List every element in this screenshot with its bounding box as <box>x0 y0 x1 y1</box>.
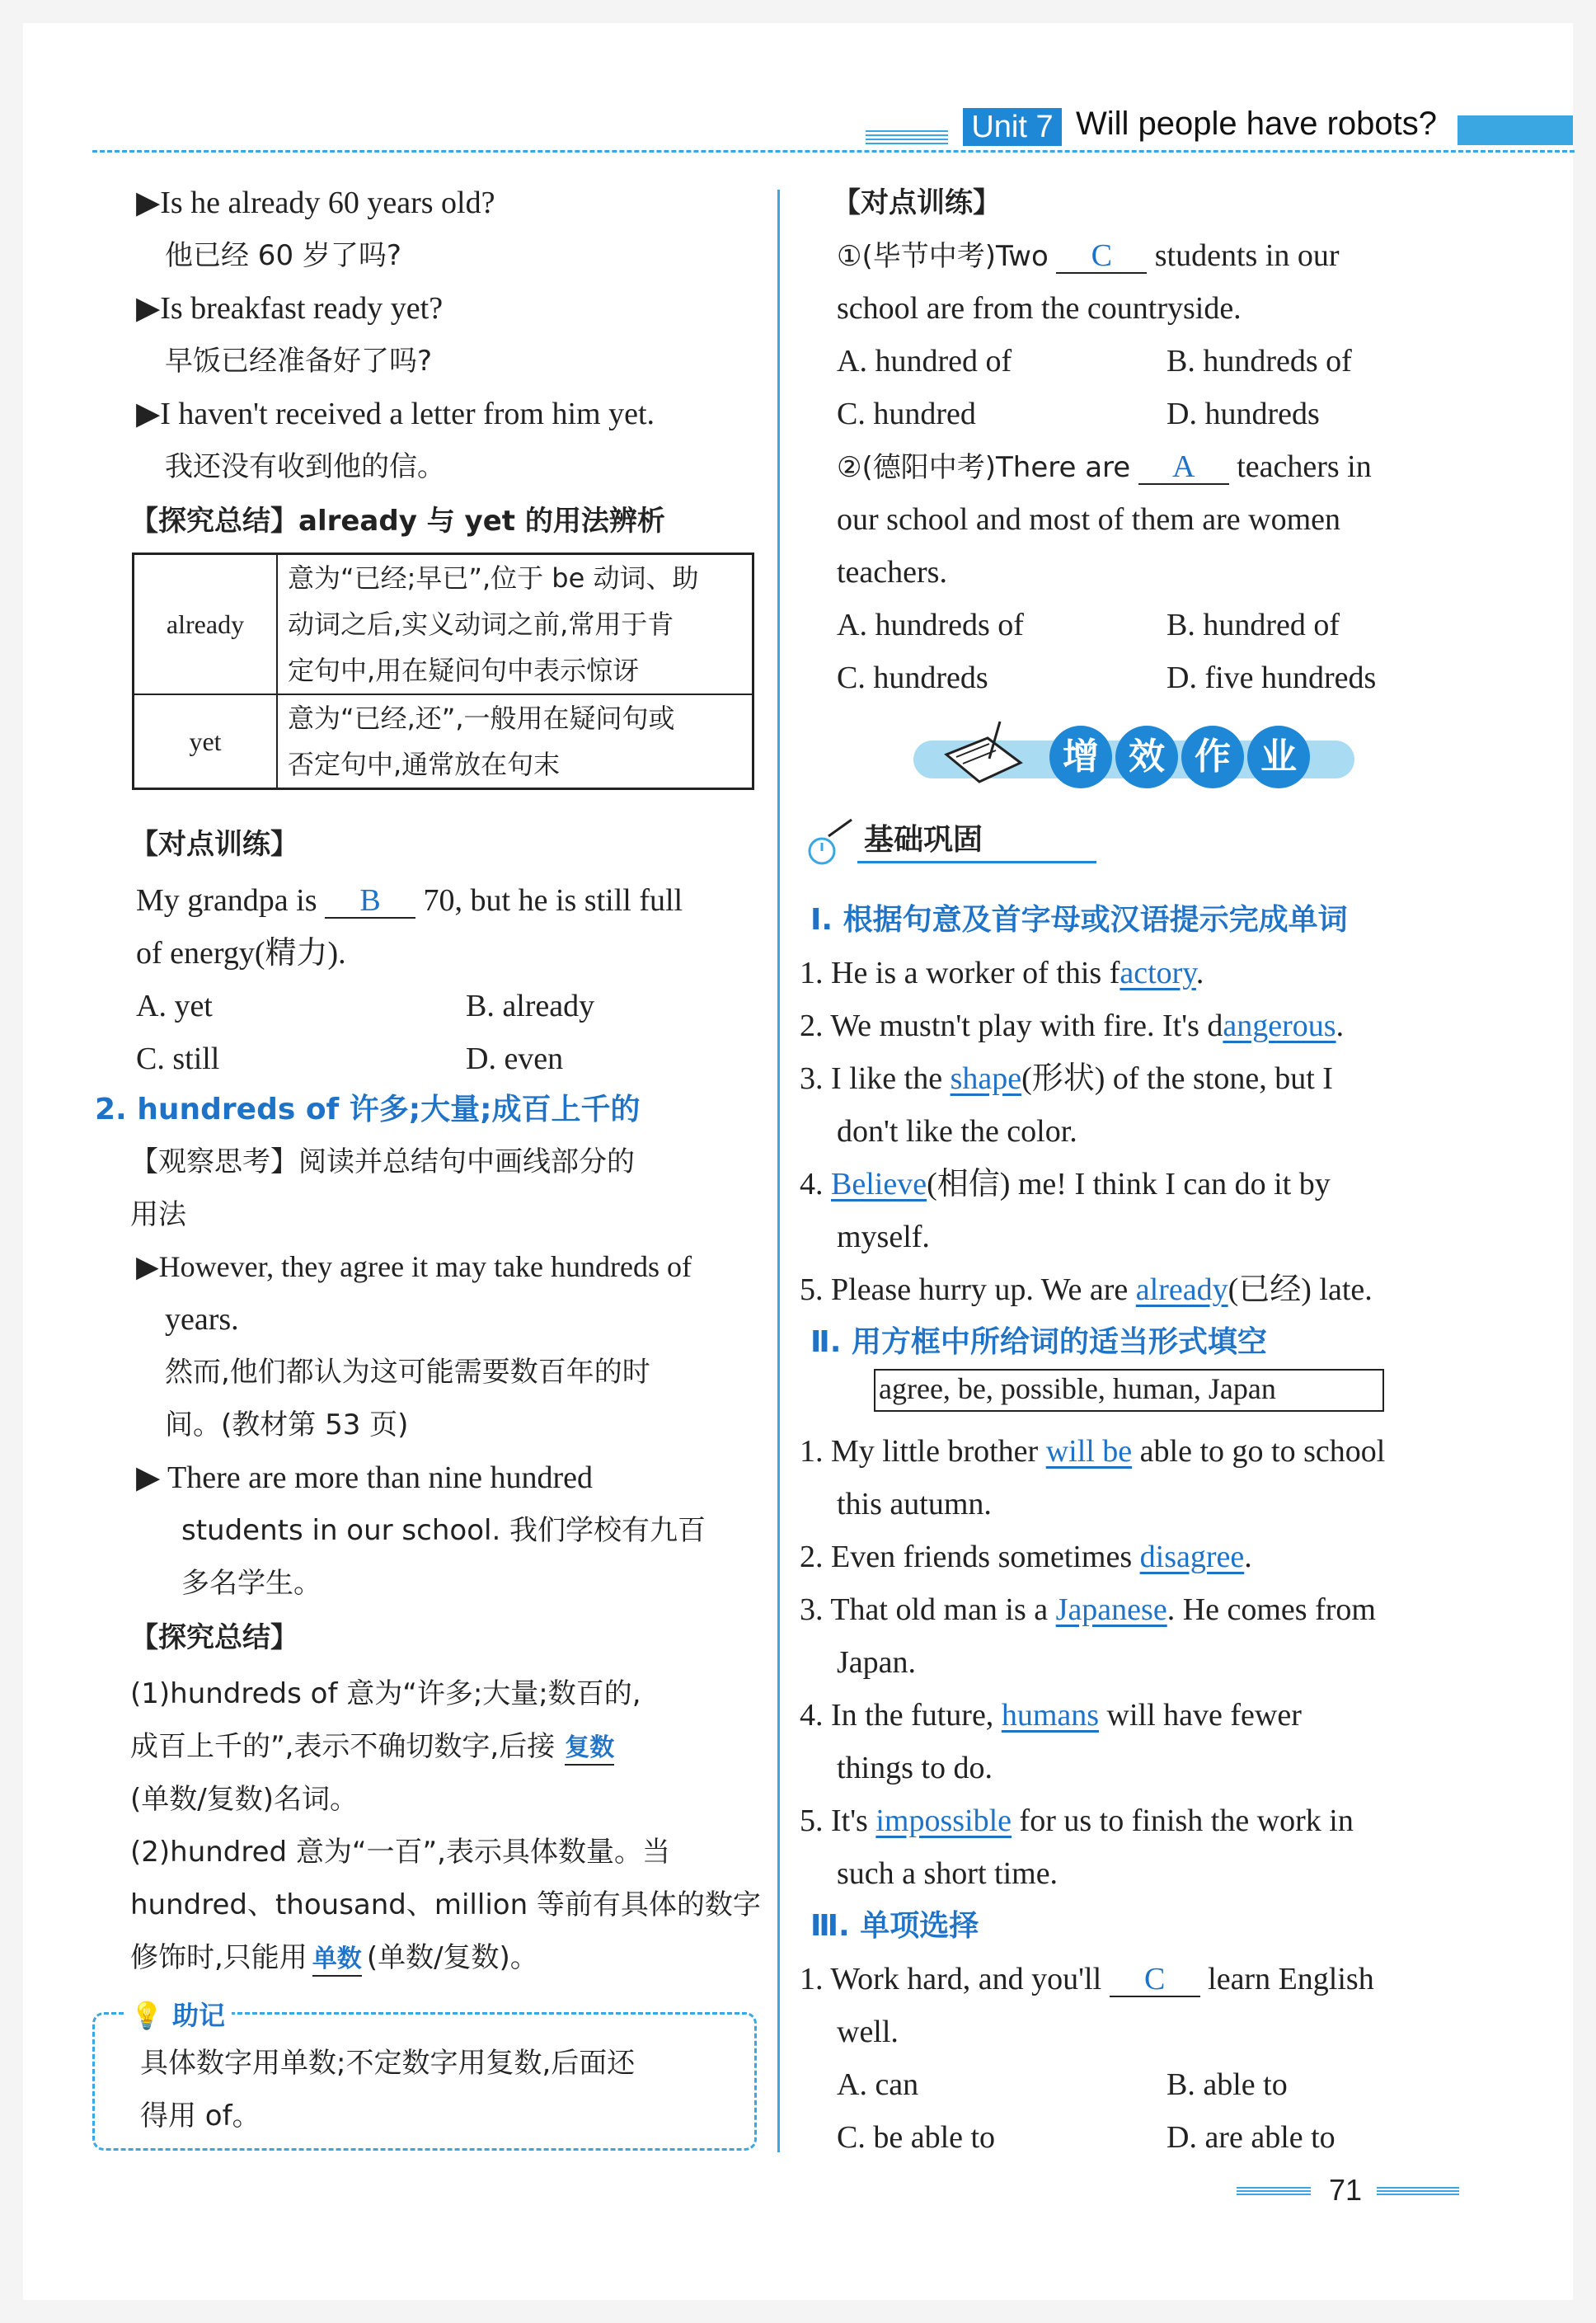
hundreds-example-1-zh-cont: 间。(教材第 53 页) <box>165 1408 409 1441</box>
homework-banner <box>913 726 1354 792</box>
usage-table <box>132 553 754 790</box>
hundreds-example-2-cont: students in our school. 我们学校有九百 <box>181 1514 706 1547</box>
q2-option-d: D. five hundreds <box>1166 661 1377 695</box>
p1-item-3-cont: don't like the color. <box>837 1114 1077 1149</box>
q1-option-d: D. hundreds <box>1166 397 1320 431</box>
notebook-icon <box>938 717 1029 792</box>
banner-char: 效 <box>1115 726 1178 788</box>
summary-heading: 【探究总结】already 与 yet 的用法辨析 <box>130 505 665 538</box>
observe-line-1: 【观察思考】阅读并总结句中画线部分的 <box>130 1145 635 1178</box>
answer-blank: A <box>1138 450 1229 485</box>
right-q2-cont2: teachers. <box>837 555 947 590</box>
unit-title: Will people have robots? <box>1076 106 1438 142</box>
answer: Believe <box>831 1167 927 1201</box>
option-d: D. even <box>466 1042 564 1076</box>
q2-option-c: C. hundreds <box>837 661 988 695</box>
example-3-en: ▶I haven't received a letter from him yet. <box>136 397 655 431</box>
p2-item-3-cont: Japan. <box>837 1645 917 1680</box>
banner-char: 业 <box>1247 726 1310 788</box>
answer: already <box>1135 1272 1228 1307</box>
p2-item-1-cont: this autumn. <box>837 1487 992 1521</box>
summary-2-line-2: 成百上千的”,表示不确切数字,后接 复数 <box>130 1727 614 1768</box>
answer: angerous <box>1223 1009 1336 1043</box>
p3-option-a: A. can <box>837 2067 919 2102</box>
p3-item-1-cont: well. <box>837 2015 899 2049</box>
p1-item-1: 1. He is a worker of this factory. <box>800 956 1204 990</box>
p3-option-b: B. able to <box>1166 2067 1288 2102</box>
clock-icon <box>804 816 857 869</box>
part-1-title: Ⅰ. 根据句意及首字母或汉语提示完成单词 <box>810 903 1348 937</box>
q2-option-a: A. hundreds of <box>837 608 1024 642</box>
answer: humans <box>1001 1698 1100 1733</box>
answer-blank: B <box>325 884 415 919</box>
option-c: C. still <box>136 1042 220 1076</box>
answer-blank: C <box>1056 239 1147 274</box>
q1-option-a: A. hundred of <box>837 344 1012 379</box>
answer-plural: 复数 <box>565 1733 614 1766</box>
table-row <box>134 694 753 789</box>
example-1-zh: 他已经 60 岁了吗? <box>165 239 401 272</box>
bulb-icon: 💡 <box>130 2000 163 2031</box>
p1-item-4-cont: myself. <box>837 1220 930 1254</box>
summary-2-line-4: (2)hundred 意为“一百”,表示具体数量。当 <box>130 1836 670 1869</box>
observe-line-2: 用法 <box>130 1198 186 1231</box>
p1-item-2: 2. We mustn't play with fire. It's dangerous. <box>800 1009 1345 1043</box>
p2-item-5: 5. It's impossible for us to finish the work in <box>800 1803 1354 1838</box>
memory-tip-line-1: 具体数字用单数;不定数字用复数,后面还 <box>140 2047 636 2080</box>
point-2-heading: 2. hundreds of 许多;大量;成百上千的 <box>95 1093 641 1126</box>
table-word: yet <box>134 694 278 789</box>
p2-item-5-cont: such a short time. <box>837 1856 1059 1891</box>
hundreds-example-1-cont: years. <box>165 1302 239 1337</box>
practice-question-cont: of energy(精力). <box>136 936 346 971</box>
answer: shape <box>950 1061 1022 1096</box>
q1-option-c: C. hundred <box>837 397 976 431</box>
summary-2-heading: 【探究总结】 <box>130 1621 298 1654</box>
table-desc: 意为“已经,还”,一般用在疑问句或 否定句中,通常放在句末 <box>277 694 753 789</box>
summary-2-line-6: 修饰时,只能用 单数 (单数/复数)。 <box>130 1938 538 1979</box>
banner-char: 作 <box>1181 726 1244 788</box>
right-q2-cont: our school and most of them are women <box>837 502 1341 537</box>
page-number-lines-right <box>1377 2187 1459 2195</box>
hundreds-example-2: ▶ There are more than nine hundred <box>136 1460 593 1495</box>
summary-2-line-3: (单数/复数)名词。 <box>130 1783 358 1816</box>
p2-item-2: 2. Even friends sometimes disagree. <box>800 1540 1252 1574</box>
answer: actory <box>1120 956 1196 990</box>
p2-item-3: 3. That old man is a Japanese. He comes from <box>800 1592 1376 1627</box>
answer: will be <box>1045 1434 1133 1469</box>
p1-item-3: 3. I like the shape(形状) of the stone, but I <box>800 1061 1333 1096</box>
right-q2: ②(德阳中考)There are A teachers in <box>837 449 1372 484</box>
part-3-title: Ⅲ. 单项选择 <box>810 1909 979 1943</box>
q2-option-b: B. hundred of <box>1166 608 1340 642</box>
page-number: 71 <box>1329 2173 1363 2207</box>
word-box-text: agree, be, possible, human, Japan <box>879 1372 1276 1405</box>
option-b: B. already <box>466 989 595 1023</box>
p3-item-1: 1. Work hard, and you'll C learn English <box>800 1962 1374 1996</box>
summary-2-line-5: hundred、thousand、million 等前有具体的数字 <box>130 1888 761 1921</box>
memory-tip-line-2: 得用 of。 <box>140 2100 261 2133</box>
example-2-zh: 早饭已经准备好了吗? <box>165 345 433 378</box>
part-2-title: Ⅱ. 用方框中所给词的适当形式填空 <box>810 1325 1267 1359</box>
p2-item-4-cont: things to do. <box>837 1751 993 1785</box>
column-divider <box>777 190 780 2152</box>
answer: Japanese <box>1055 1592 1167 1627</box>
p3-option-c: C. be able to <box>837 2120 996 2155</box>
answer: disagree <box>1139 1540 1245 1574</box>
practice-heading: 【对点训练】 <box>130 828 298 861</box>
right-q1: ①(毕节中考)Two C students in our <box>837 238 1340 273</box>
answer-blank: C <box>1110 1963 1200 1997</box>
hundreds-example-1: ▶However, they agree it may take hundreds of <box>136 1250 692 1283</box>
header-bar <box>1458 115 1573 145</box>
section-rule <box>857 861 1096 863</box>
p2-item-4: 4. In the future, humans will have fewer <box>800 1698 1302 1733</box>
answer: impossible <box>875 1803 1012 1838</box>
p1-item-4: 4. Believe(相信) me! I think I can do it by <box>800 1167 1331 1201</box>
table-word: already <box>134 554 278 695</box>
example-2-en: ▶Is breakfast ready yet? <box>136 291 444 326</box>
practice-question: My grandpa is B 70, but he is still full <box>136 883 683 918</box>
header-divider <box>92 150 1575 153</box>
p2-item-1: 1. My little brother will be able to go to school <box>800 1434 1386 1469</box>
hundreds-example-2-zh: 多名学生。 <box>181 1567 322 1600</box>
page-number-lines-left <box>1237 2187 1311 2195</box>
table-desc: 意为“已经;早已”,位于 be 动词、助 动词之后,实义动词之前,常用于肯 定句中,用在疑问句中表示惊讶 <box>277 554 753 695</box>
answer-singular: 单数 <box>312 1944 362 1977</box>
p3-option-d: D. are able to <box>1166 2120 1335 2155</box>
header-stripes <box>866 130 948 145</box>
unit-label: Unit 7 <box>963 108 1062 146</box>
banner-char: 增 <box>1049 726 1112 788</box>
p1-item-5: 5. Please hurry up. We are already(已经) late. <box>800 1272 1373 1307</box>
example-1-en: ▶Is he already 60 years old? <box>136 186 495 220</box>
right-q1-cont: school are from the countryside. <box>837 291 1242 326</box>
hundreds-example-1-zh: 然而,他们都认为这可能需要数百年的时 <box>165 1356 650 1389</box>
summary-2-line-1: (1)hundreds of 意为“许多;大量;数百的, <box>130 1677 641 1710</box>
table-row <box>134 554 753 695</box>
option-a: A. yet <box>136 989 213 1023</box>
right-practice-heading: 【对点训练】 <box>833 186 1001 219</box>
section-title: 基础巩固 <box>864 823 983 857</box>
memory-tip-title: 💡 助记 <box>124 1996 232 2035</box>
q1-option-b: B. hundreds of <box>1166 344 1352 379</box>
example-3-zh: 我还没有收到他的信。 <box>165 450 445 483</box>
